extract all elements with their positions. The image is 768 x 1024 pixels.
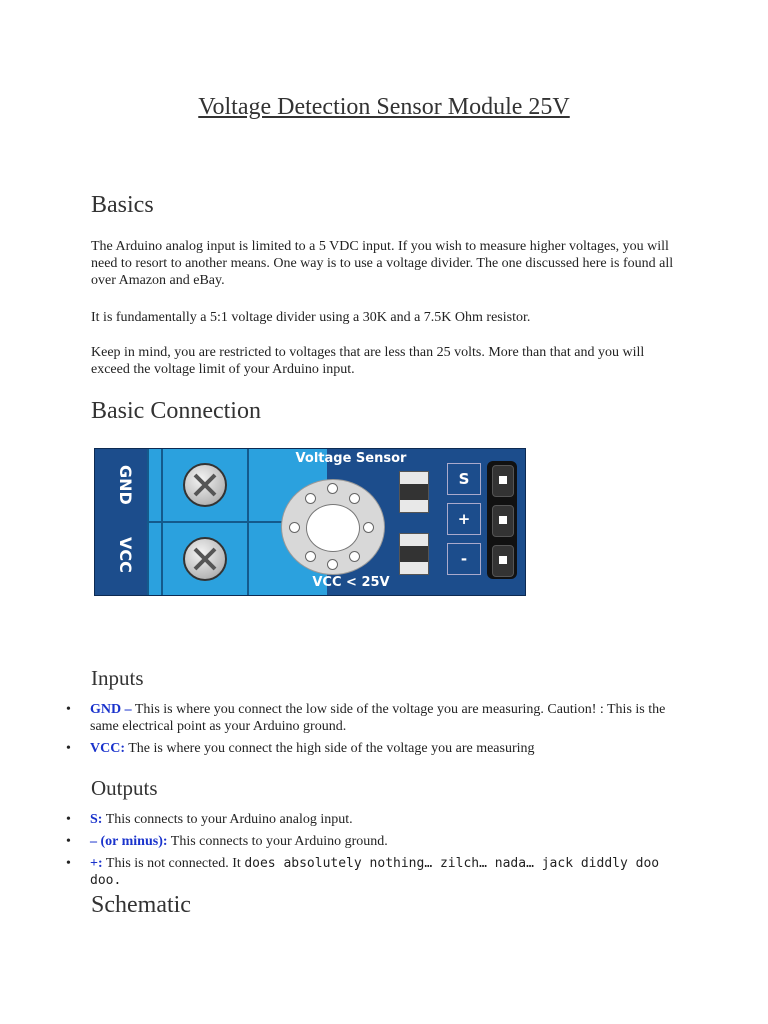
term-gnd: GND – (90, 702, 132, 717)
list-item-s (66, 811, 686, 828)
list-item-minus (66, 833, 686, 850)
outputs-list (66, 811, 686, 894)
outputs-heading: Outputs (91, 776, 158, 800)
document-title: Voltage Detection Sensor Module 25V (198, 94, 570, 120)
pin-plus-icon (492, 505, 514, 537)
desc-plus-mono: does absolutely nothing… zilch… nada… jack diddly doo doo. (90, 856, 660, 888)
module-vcc-label: VCC (116, 537, 135, 573)
term-vcc: VCC: (90, 741, 125, 756)
basics-heading: Basics (91, 192, 154, 218)
pin-minus-icon (492, 545, 514, 577)
desc-gnd: This is where you connect the low side of the voltage you are measuring. Caution! : This is the same electrical point as your Arduino ground. (90, 702, 666, 734)
basics-paragraph-3: Keep in mind, you are restricted to voltages that are less than 25 volts. More than that and you will exceed the voltage limit of your Arduino input. (91, 345, 645, 377)
term-minus: – (or minus): (90, 834, 168, 849)
list-item-gnd (66, 701, 686, 735)
basics-paragraph-2: It is fundamentally a 5:1 voltage divider using a 30K and a 7.5K Ohm resistor. (91, 310, 531, 325)
pin-label-plus: + (447, 503, 481, 535)
pin-header (487, 461, 517, 579)
pin-label-minus: - (447, 543, 481, 575)
desc-s: This connects to your Arduino analog input. (102, 812, 353, 827)
mounting-hole (306, 504, 360, 552)
screw-vcc-icon (183, 537, 227, 581)
resistor-1-icon (399, 471, 429, 513)
desc-vcc: The is where you connect the high side of the voltage you are measuring (125, 741, 535, 756)
inputs-list (66, 701, 686, 762)
voltage-sensor-module-illustration (94, 448, 526, 596)
list-item-vcc (66, 740, 686, 757)
term-plus: +: (90, 856, 103, 871)
module-gnd-label: GND (116, 465, 135, 505)
desc-minus: This connects to your Arduino ground. (167, 834, 388, 849)
screw-gnd-icon (183, 463, 227, 507)
module-footer-text: VCC < 25V (312, 575, 390, 590)
basic-connection-heading: Basic Connection (91, 398, 261, 424)
desc-plus: This is not connected. It (102, 856, 245, 871)
resistor-2-icon (399, 533, 429, 575)
module-header-text: Voltage Sensor (295, 451, 407, 466)
inputs-heading: Inputs (91, 666, 144, 690)
term-s: S: (90, 812, 103, 827)
schematic-heading: Schematic (91, 892, 191, 918)
pin-label-s: S (447, 463, 481, 495)
basics-paragraph-1: The Arduino analog input is limited to a 5 VDC input. If you wish to measure higher voltages, you will need to resort to another means. One way is to use a voltage divider. The one discussed here is found all over Amazon and eBay. (91, 239, 674, 288)
pin-s-icon (492, 465, 514, 497)
list-item-plus (66, 855, 686, 889)
